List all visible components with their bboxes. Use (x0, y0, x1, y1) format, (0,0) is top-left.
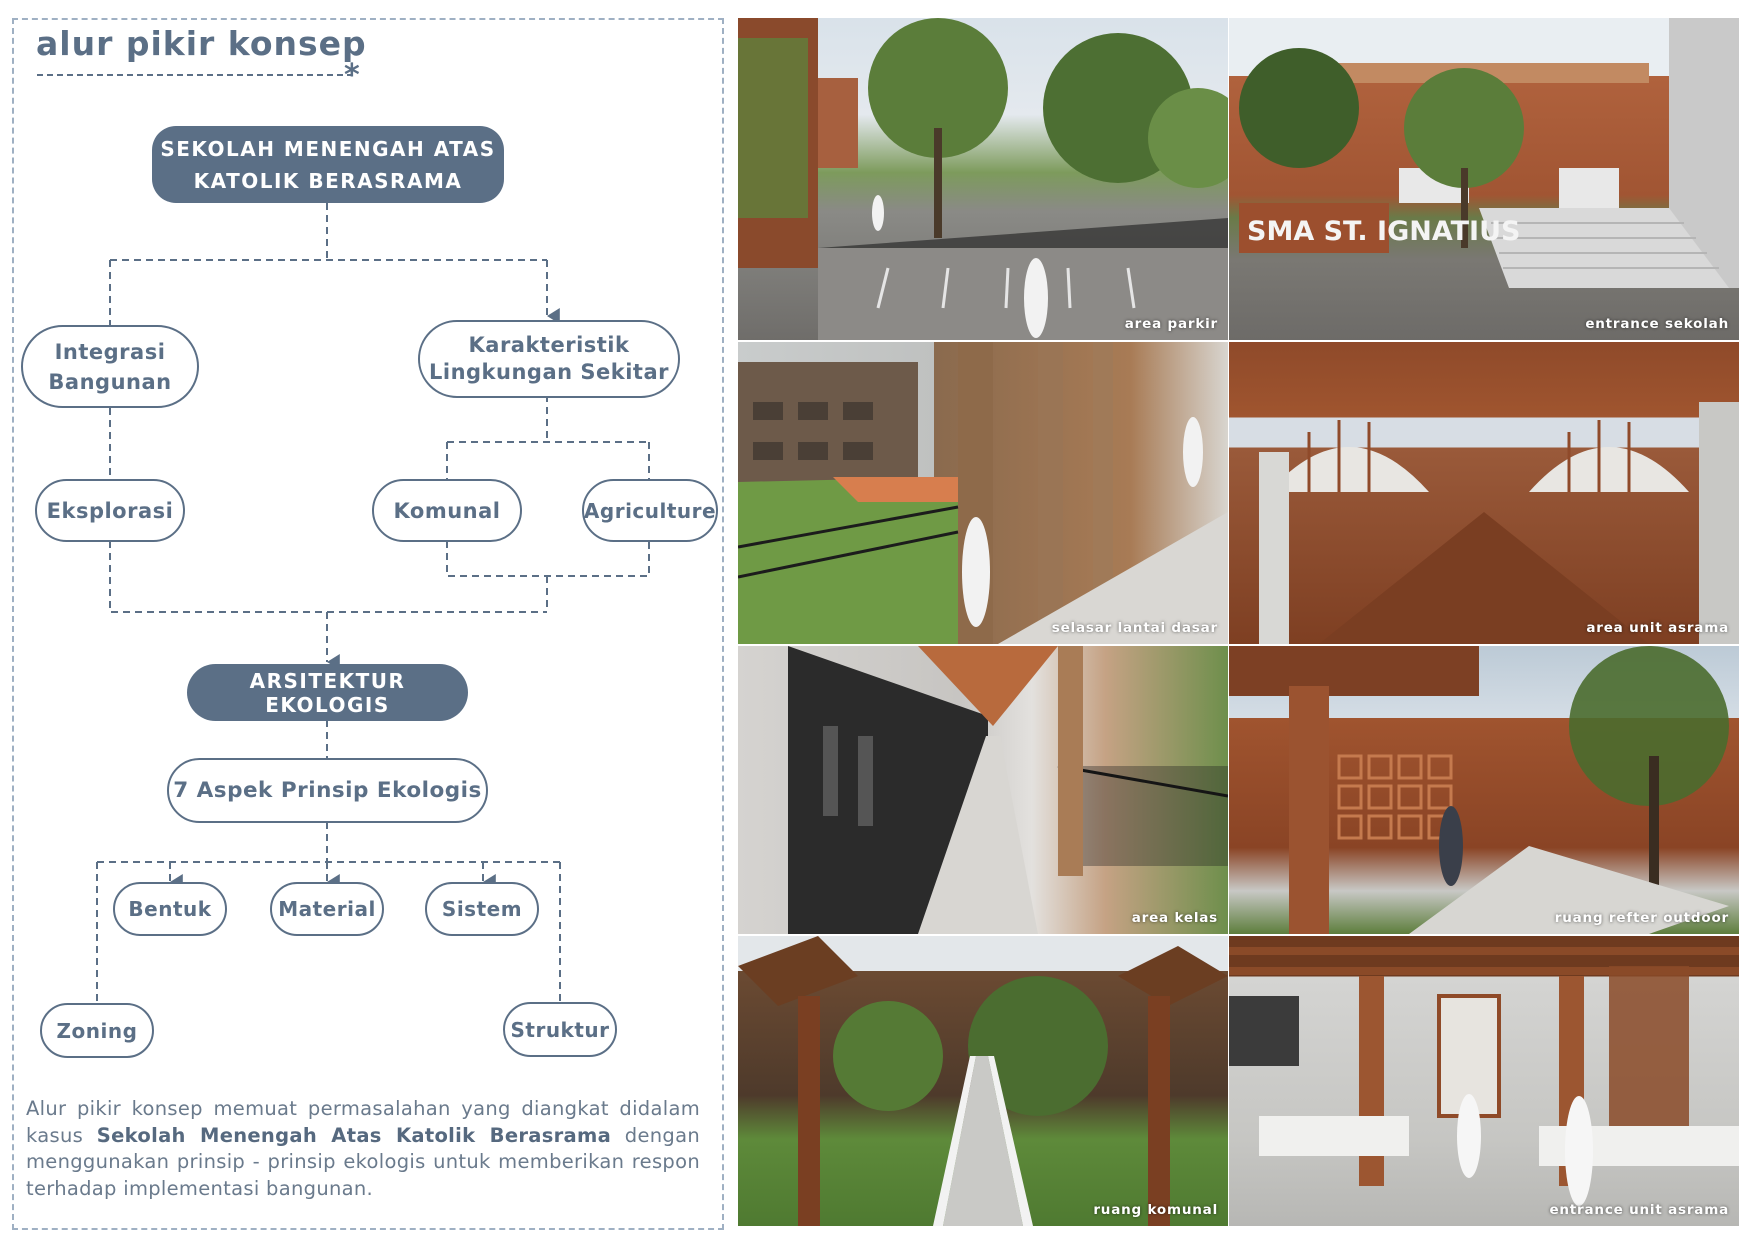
connector-aspek-split (97, 822, 560, 862)
selasar-illustration (738, 342, 1228, 644)
area-kelas-illustration (738, 646, 1228, 934)
page-title: alur pikir konsep (36, 24, 367, 63)
node-integrasi-line2: Bangunan (48, 369, 172, 394)
node-arsitektur-ekologis: ARSITEKTUR EKOLOGIS (187, 664, 468, 721)
caption-selasar: selasar lantai dasar (1051, 620, 1218, 636)
sign-sma-st-ignatius: SMA ST. IGNATIUS (1247, 216, 1521, 247)
caption-area-kelas: area kelas (1131, 910, 1218, 926)
render-area-parkir (738, 18, 1228, 340)
caption-ruang-komunal: ruang komunal (1093, 1202, 1218, 1218)
node-struktur: Struktur (503, 1002, 617, 1057)
entrance-asrama-illustration (1229, 936, 1739, 1226)
node-integrasi-bangunan (21, 325, 199, 408)
node-integrasi-line1: Integrasi (54, 339, 166, 364)
node-sma-katolik (152, 126, 504, 203)
caption-refter: ruang refter outdoor (1554, 910, 1729, 926)
render-selasar (738, 342, 1228, 644)
render-refter-outdoor (1229, 646, 1739, 934)
concept-description (26, 1096, 700, 1202)
asterisk-ornament: * (344, 58, 360, 93)
node-karakteristik-line1: Karakteristik (468, 333, 630, 357)
caption-unit-asrama: area unit asrama (1586, 620, 1729, 636)
node-sma-line2: KATOLIK BERASRAMA (193, 168, 463, 193)
unit-asrama-illustration (1229, 342, 1739, 644)
description-part1: Alur pikir konsep memuat permasalahan yang diangkat didalam kasus (26, 1097, 700, 1147)
description-bold: Sekolah Menengah Atas Katolik Berasrama (96, 1123, 612, 1147)
connector-left-merge (110, 541, 547, 612)
connector-komunal-agri-merge (447, 541, 649, 612)
caption-area-parkir: area parkir (1124, 316, 1218, 332)
node-bentuk: Bentuk (113, 882, 227, 936)
node-zoning: Zoning (40, 1003, 154, 1058)
caption-entrance-asrama: entrance unit asrama (1549, 1202, 1729, 1218)
render-area-kelas (738, 646, 1228, 934)
ruang-komunal-illustration (738, 936, 1228, 1226)
parkir-illustration (738, 18, 1228, 340)
node-7-aspek: 7 Aspek Prinsip Ekologis (167, 758, 488, 823)
render-unit-asrama (1229, 342, 1739, 644)
description-part2: dengan menggunakan prinsip - prinsip ekologis untuk memberikan respon terhadap implementasi bangunan. (26, 1123, 701, 1200)
refter-illustration (1229, 646, 1739, 934)
node-eksplorasi: Eksplorasi (35, 479, 185, 542)
render-entrance-unit-asrama (1229, 936, 1739, 1226)
node-komunal: Komunal (372, 479, 522, 542)
node-sistem: Sistem (425, 882, 539, 936)
node-material: Material (270, 882, 384, 936)
node-agriculture: Agriculture (582, 479, 718, 542)
caption-entrance-sekolah: entrance sekolah (1585, 316, 1729, 332)
connector-main-split (110, 203, 547, 260)
node-sma-line1: SEKOLAH MENENGAH ATAS (160, 136, 496, 161)
connector-karakteristik-split (447, 395, 649, 442)
render-ruang-komunal (738, 936, 1228, 1226)
node-karakteristik-line2: Lingkungan Sekitar (429, 360, 669, 384)
entrance-sekolah-illustration (1229, 18, 1739, 340)
render-entrance-sekolah (1229, 18, 1739, 340)
node-karakteristik (418, 320, 680, 398)
